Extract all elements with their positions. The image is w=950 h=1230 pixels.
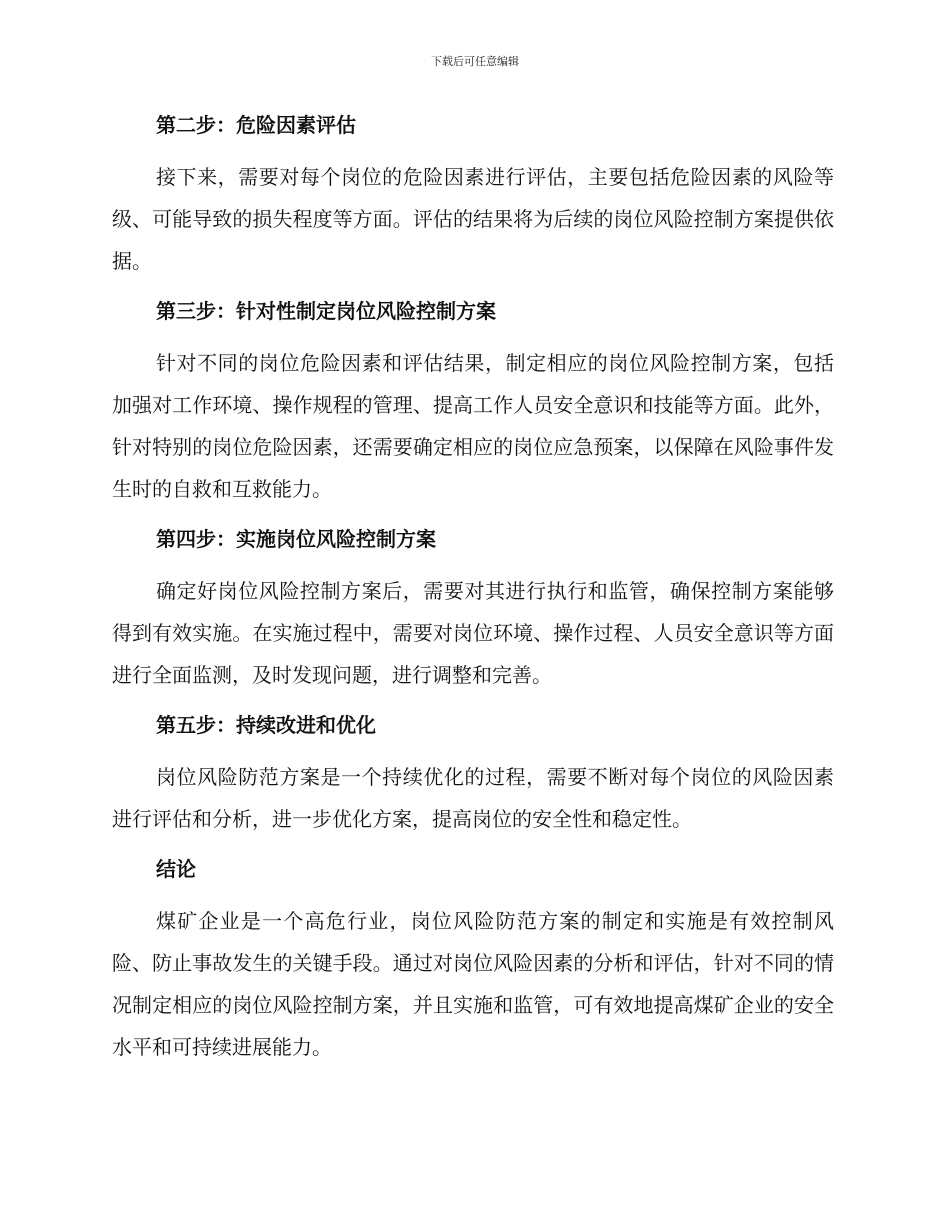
paragraph-step-5: 岗位风险防范方案是一个持续优化的过程，需要不断对每个岗位的风险因素进行评估和分析，进一步优化方案，提高岗位的安全性和稳定性。 bbox=[112, 765, 834, 831]
heading-step-3: 第三步：针对性制定岗位风险控制方案 bbox=[156, 299, 496, 323]
paragraph-conclusion: 煤矿企业是一个高危行业，岗位风险防范方案的制定和实施是有效控制风险、防止事故发生的关键手段。通过对岗位风险因素的分析和评估，针对不同的情况制定相应的岗位风险控制方案，并且实施和监管，可有效地提高煤矿企业的安全水平和可持续进展能力。 bbox=[112, 909, 834, 1059]
heading-step-4: 第四步：实施岗位风险控制方案 bbox=[156, 527, 436, 551]
paragraph-step-4: 确定好岗位风险控制方案后，需要对其进行执行和监管，确保控制方案能够得到有效实施。在实施过程中，需要对岗位环境、操作过程、人员安全意识等方面进行全面监测，及时发现问题，进行调整和完善。 bbox=[112, 579, 834, 687]
heading-conclusion: 结论 bbox=[156, 857, 196, 881]
paragraph-step-3: 针对不同的岗位危险因素和评估结果，制定相应的岗位风险控制方案，包括加强对工作环境、操作规程的管理、提高工作人员安全意识和技能等方面。此外，针对特别的岗位危险因素，还需要确定相应的岗位应急预案，以保障在风险事件发生时的自救和互救能力。 bbox=[112, 351, 834, 501]
heading-step-2: 第二步：危险因素评估 bbox=[156, 113, 356, 137]
heading-step-5: 第五步：持续改进和优化 bbox=[156, 713, 376, 737]
paragraph-step-2: 接下来，需要对每个岗位的危险因素进行评估，主要包括危险因素的风险等级、可能导致的损失程度等方面。评估的结果将为后续的岗位风险控制方案提供依据。 bbox=[112, 165, 834, 273]
document-body bbox=[112, 104, 834, 1076]
header-note: 下载后可任意编辑 bbox=[431, 55, 519, 68]
